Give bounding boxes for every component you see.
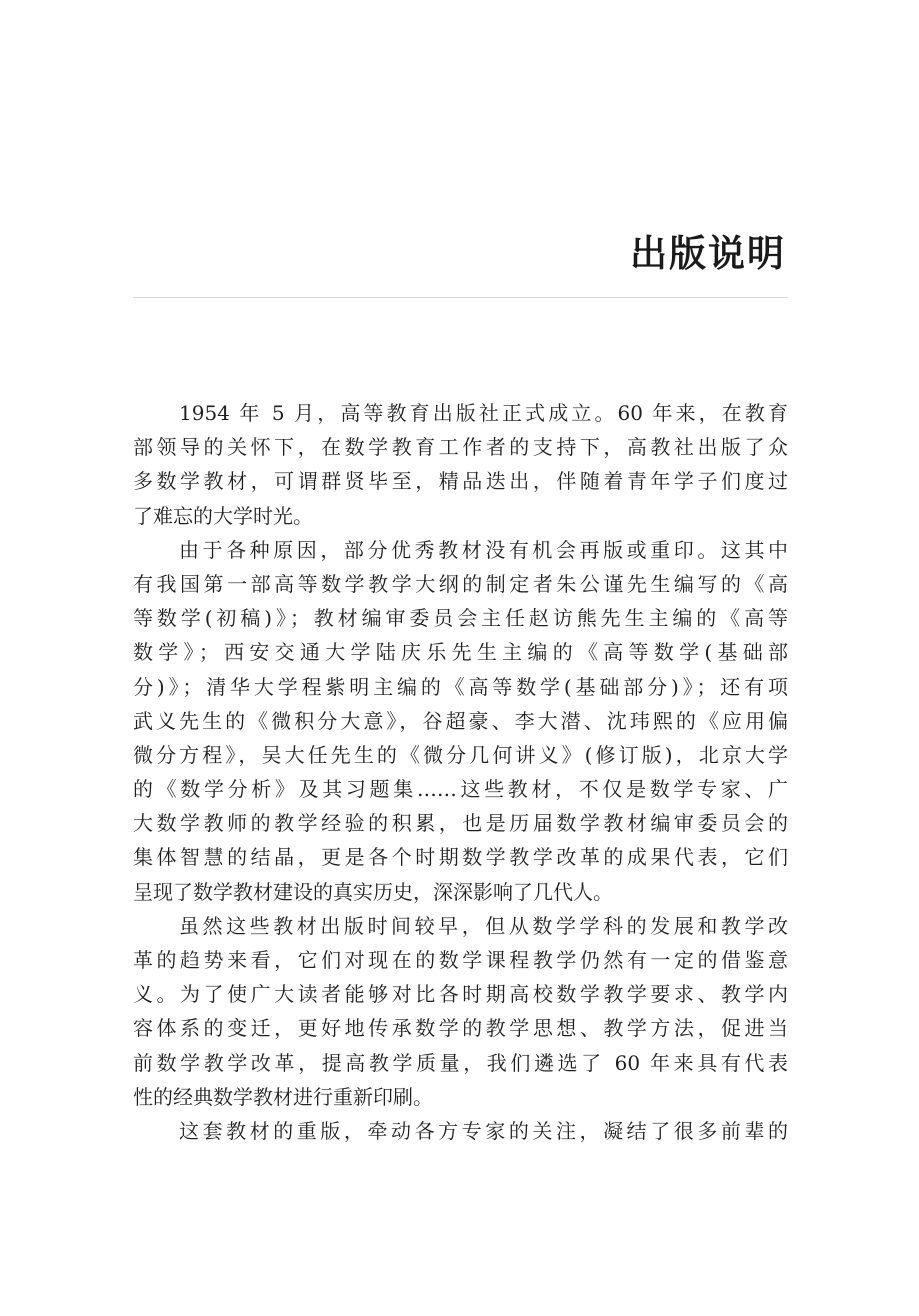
paragraph-line: 1954 年 5 月，高等教育出版社正式成立。60 年来，在教育 xyxy=(179,401,788,425)
paragraph-line: 前数学教学改革，提高教学质量，我们遴选了 60 年来具有代表 xyxy=(133,1050,788,1075)
paragraph-line: 这套教材的重版，牵动各方专家的关注，凝结了很多前辈的 xyxy=(179,1118,788,1143)
paragraph-line: 有我国第一部高等数学教学大纲的制定者朱公谨先生编写的《高 xyxy=(133,571,788,596)
paragraph-line: 的《数学分析》及其习题集……这些教材，不仅是数学专家、广 xyxy=(133,777,788,802)
paragraph-line: 容体系的变迁，更好地传承数学的教学思想、教学方法，促进当 xyxy=(133,1016,788,1041)
paragraph xyxy=(133,533,788,909)
paragraph xyxy=(133,909,788,1114)
paragraph-line: 武义先生的《微积分大意》，谷超豪、李大潜、沈玮熙的《应用偏 xyxy=(133,708,788,733)
paragraph-line: 等数学(初稿)》；教材编审委员会主任赵访熊先生主编的《高等 xyxy=(133,606,788,631)
paragraph-line: 多数学教材，可谓群贤毕至，精品迭出，伴随着青年学子们度过 xyxy=(133,469,788,494)
paragraph-line: 由于各种原因，部分优秀教材没有机会再版或重印。这其中 xyxy=(179,537,788,562)
paragraph-line: 虽然这些教材出版时间较早，但从数学学科的发展和教学改 xyxy=(179,913,788,938)
paragraph-line: 大数学教师的教学经验的积累，也是历届数学教材编审委员会的 xyxy=(133,811,788,836)
paragraph-line: 呈现了数学教材建设的真实历史，深深影响了几代人。 xyxy=(133,879,613,904)
paragraph-line: 微分方程》，吴大任先生的《微分几何讲义》(修订版)，北京大学 xyxy=(133,742,788,767)
paragraph-line: 义。为了使广大读者能够对比各时期高校数学教学要求、教学内 xyxy=(133,982,788,1007)
paragraph-line: 分)》；清华大学程紫明主编的《高等数学(基础部分)》；还有项 xyxy=(133,674,788,699)
paragraph xyxy=(133,396,788,533)
body-text xyxy=(133,396,788,1148)
paragraph-line: 数学》；西安交通大学陆庆乐先生主编的《高等数学(基础部 xyxy=(133,640,788,665)
paragraph-line: 部领导的关怀下，在数学教育工作者的支持下，高教社出版了众 xyxy=(133,435,788,460)
title-divider xyxy=(133,297,788,298)
paragraph-line: 革的趋势来看，它们对现在的数学课程教学仍然有一定的借鉴意 xyxy=(133,948,788,972)
paragraph xyxy=(133,1114,788,1148)
paragraph-line: 集体智慧的结晶，更是各个时期数学教学改革的成果代表，它们 xyxy=(133,845,788,870)
page-title: 出版说明 xyxy=(630,232,786,275)
paragraph-line: 了难忘的大学时光。 xyxy=(133,503,313,528)
paragraph-line: 性的经典数学教材进行重新印刷。 xyxy=(133,1084,433,1109)
